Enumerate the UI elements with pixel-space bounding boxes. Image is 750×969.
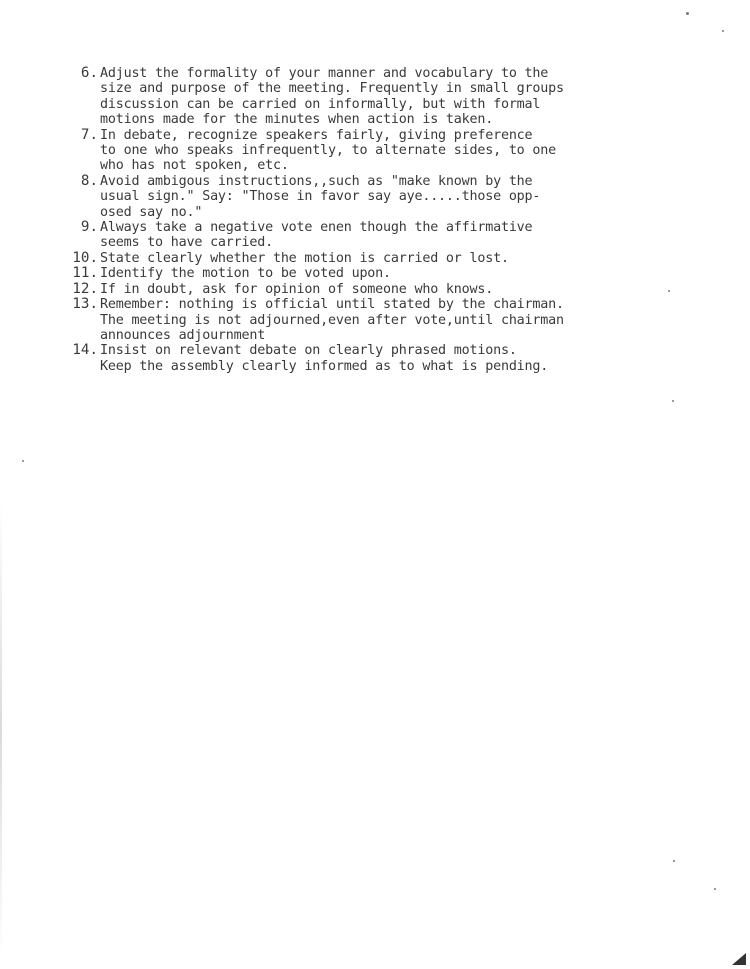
item-number: 7. [80,126,98,143]
text-line: motions made for the minutes when action is taken. [100,112,494,128]
corner-mark [732,953,746,965]
item-number: 11. [72,265,98,282]
item-text [100,297,696,343]
list-item [56,297,696,343]
scan-speck [722,30,724,32]
text-line: Remember: nothing is official until stated by the chairman. [100,297,564,313]
list-item [56,220,696,251]
item-number: 6. [80,65,98,81]
text-line: osed say no." [100,204,203,220]
scan-speck [22,460,24,462]
text-line: discussion can be carried on informally, but with formal [100,96,541,112]
list-item [56,343,696,374]
text-line: If in doubt, ask for opinion of someone who knows. [100,281,494,297]
text-line: State clearly whether the motion is carried or lost. [100,250,509,266]
text-line: Always take a negative vote enen though the affirmative [100,220,533,236]
text-line: Avoid ambigous instructions,,such as "make known by the [100,173,533,189]
item-number: 10. [72,249,98,266]
scan-speck [714,888,716,890]
item-text [100,343,696,374]
list-item [56,66,696,128]
item-text [100,174,696,220]
text-line: Keep the assembly clearly informed as to what is pending. [100,358,549,374]
item-number: 14. [72,342,98,359]
item-text [100,282,696,297]
text-line: who has not spoken, etc. [100,158,289,174]
list-item [56,282,696,297]
text-line: Adjust the formality of your manner and vocabulary to the [100,66,549,81]
text-line: seems to have carried. [100,235,273,251]
item-number: 9. [80,219,98,236]
item-text [100,266,696,281]
scan-speck [672,400,674,402]
text-line: announces adjournment [100,327,266,343]
list-item [56,174,696,220]
text-line: usual sign." Say: "Those in favor say aye.....those opp- [100,189,541,205]
item-number: 12. [72,280,98,297]
text-line: Identify the motion to be voted upon. [100,266,391,282]
item-text [100,128,696,174]
scan-speck [668,290,670,292]
list-item [56,266,696,281]
scan-speck [673,860,675,862]
item-number: 8. [80,172,98,189]
text-line: Insist on relevant debate on clearly phrased motions. [100,343,517,359]
item-text [100,66,696,128]
text-line: to one who speaks infrequently, to alternate sides, to one [100,143,556,159]
item-number: 13. [72,296,98,313]
text-line: In debate, recognize speakers fairly, giving preference [100,127,533,143]
numbered-list [56,66,696,374]
text-line: size and purpose of the meeting. Frequently in small groups [100,81,564,97]
list-item [56,128,696,174]
item-text [100,220,696,251]
text-line: The meeting is not adjourned,even after vote,until chairman [100,312,564,328]
item-text [100,251,696,266]
scan-edge-shadow [0,500,2,960]
scan-speck [686,12,689,15]
list-item [56,251,696,266]
